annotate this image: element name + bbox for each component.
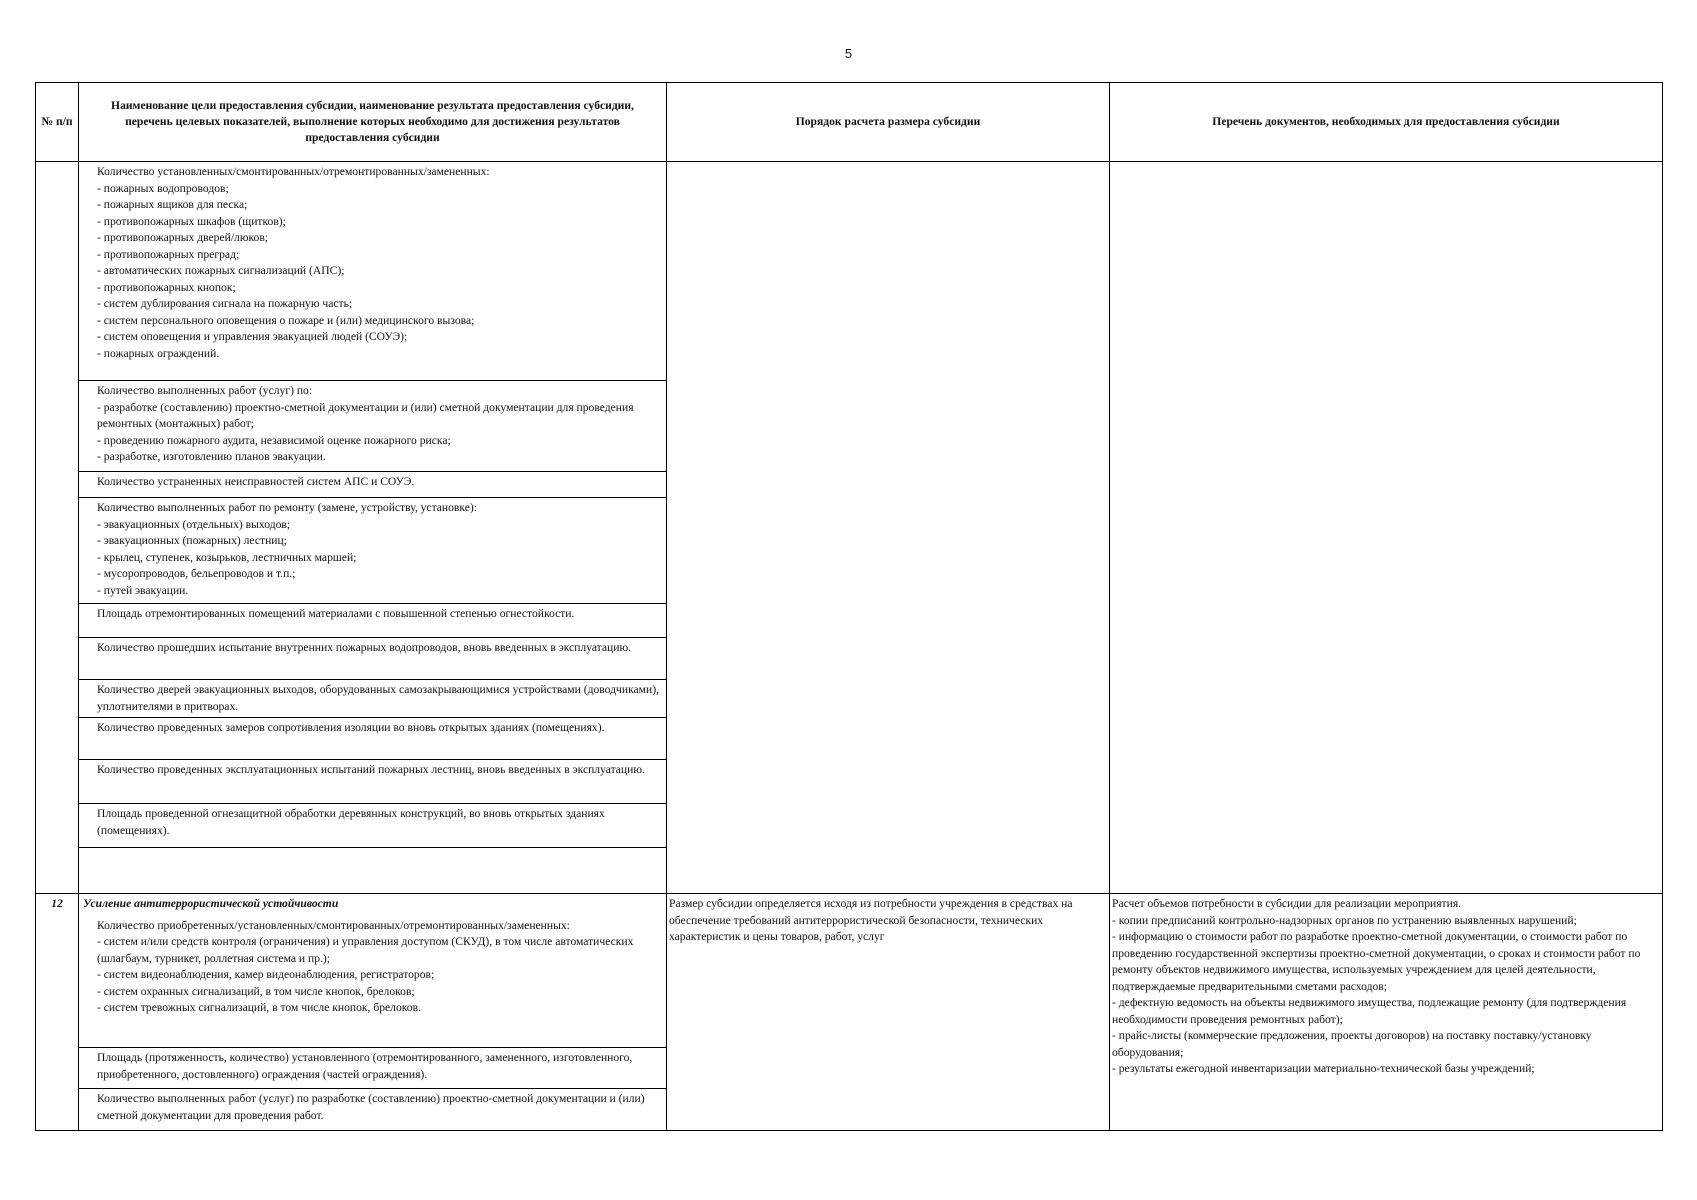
table-row-item-12 — [36, 894, 1663, 916]
indicator-cell — [79, 680, 667, 718]
number-cell-empty — [36, 162, 79, 894]
header-calculation — [667, 83, 1110, 162]
indicator-cell — [79, 760, 667, 804]
indicator-cell — [79, 718, 667, 760]
table-row — [36, 162, 1663, 381]
indicator-text: Количество устраненных неисправностей систем АПС и СОУЭ. — [97, 475, 415, 488]
indicator-text — [79, 848, 666, 850]
indicator-cell — [79, 604, 667, 638]
calculation-cell-empty — [667, 162, 1110, 894]
item-number: 12 — [51, 897, 63, 910]
subsidy-table — [35, 82, 1663, 1131]
table-header-row — [36, 83, 1663, 162]
indicator-text: Количество прошедших испытание внутренних пожарных водопроводов, вновь введенных в эксплуатацию. — [97, 641, 632, 654]
header-calculation-text: Порядок расчета размера субсидии — [795, 115, 981, 128]
indicator-cell — [79, 472, 667, 498]
indicator-text: Количество проведенных замеров сопротивления изоляции во вновь открытых зданиях (помещениях). — [97, 721, 605, 734]
indicator-cell — [79, 916, 667, 1048]
goal-title: Усиление антитеррористической устойчивости — [83, 897, 339, 910]
header-documents — [1110, 83, 1663, 162]
documents-text: Расчет объемов потребности в субсидии для реализации мероприятия. - копии предписаний контрольно-надзорных органов по устранению выявленных нарушений; - информацию о стоимости работ по разработке проектно-сметной документации, о стоимости работ по проведению государственной экспертизы проектно-сметной документации, о сроках и стоимости работ по ремонту объектов недвижимого имущества, используемых учреждением для целей деятельности, подтверждаемые предварительными сметами расходов; - дефектную ведомость на объекты недвижимого имущества, подлежащие ремонту (для подтверждения необходимости проведения ремонтных работ); - прайс-листы (коммерческие предложения, проекты договоров) на поставку поставку/установку оборудования; - результаты ежегодной инвентаризации материально-технической базы учреждений; — [1112, 897, 1641, 1075]
indicator-text: Количество выполненных работ по ремонту (замене, устройству, установке): - эвакуационных (отдельных) выходов; - эвакуационных (пожарных) лестниц; - крылец, ступенек, козырьков, лестничных маршей; - мусоропроводов, бельепроводов и т.п.; - путей эвакуации. — [97, 501, 477, 597]
indicator-text: Количество проведенных эксплуатационных испытаний пожарных лестниц, вновь введенных в эксплуатацию. — [97, 763, 645, 776]
calculation-text: Размер субсидии определяется исходя из потребности учреждения в средствах на обеспечение требований антитеррористической безопасности, технических характеристик и цены товаров, работ, услуг — [669, 897, 1073, 943]
calculation-cell — [667, 894, 1110, 1131]
header-number: № п/п — [36, 83, 79, 162]
indicator-cell — [79, 162, 667, 381]
indicator-cell — [79, 848, 667, 894]
indicator-text: Количество выполненных работ (услуг) по разработке (составлению) проектно-сметной документации и (или) сметной документации для проведения работ. — [97, 1092, 645, 1122]
indicator-text: Площадь отремонтированных помещений материалами с повышенной степенью огнестойкости. — [97, 607, 575, 620]
indicator-text: Количество приобретенных/установленных/смонтированных/отремонтированных/замененных: - систем и/или средств контроля (ограничения) и управления доступом (СКУД), в том числе автоматических (шлагбаум, турникет, роллетная система и пр.); - систем видеонаблюдения, камер видеонаблюдения, регистраторов; - систем охранных сигнализаций, в том числе кнопок, брелоков; - систем тревожных сигнализаций, в том числе кнопок, брелоков. — [97, 918, 634, 1014]
indicator-text: Количество выполненных работ (услуг) по: - разработке (составлению) проектно-сметной документации и (или) сметной документации для проведения ремонтных (монтажных) работ; - проведению пожарного аудита, независимой оценке пожарного риска; - разработке, изготовлению планов эвакуации. — [97, 384, 634, 463]
documents-cell — [1110, 894, 1663, 1131]
item-number-cell — [36, 894, 79, 1131]
goal-cell — [79, 894, 667, 916]
indicator-cell — [79, 804, 667, 848]
indicator-cell — [79, 638, 667, 680]
indicator-text: Количество установленных/смонтированных/отремонтированных/замененных: - пожарных водопроводов; - пожарных ящиков для песка; - противопожарных шкафов (щитков); - противопожарных дверей/люков; - противопожарных преград; - автоматических пожарных сигнализаций (АПС); - противопожарных кнопок; - систем дублирования сигнала на пожарную часть; - систем персонального оповещения о пожаре и (или) медицинского вызова; - систем оповещения и управления эвакуацией людей (СОУЭ); - пожарных ограждений. — [97, 165, 490, 360]
indicator-text: Количество дверей эвакуационных выходов, оборудованных самозакрывающимися устройствами (доводчиками), уплотнителями в притворах. — [97, 683, 659, 713]
header-goal-text: Наименование цели предоставления субсидии, наименование результата предоставления субсидии, перечень целевых показателей, выполнение которых необходимо для достижения результатов предоставления субсидии — [111, 99, 634, 144]
indicator-text: Площадь проведенной огнезащитной обработки деревянных конструкций, во вновь открытых зданиях (помещениях). — [97, 807, 605, 837]
documents-cell-empty — [1110, 162, 1663, 894]
indicator-text: Площадь (протяженность, количество) установленного (отремонтированного, замененного, изготовленного, приобретенного, достовленного) ограждения (частей ограждения). — [97, 1051, 633, 1081]
indicator-cell — [79, 1089, 667, 1131]
header-documents-text: Перечень документов, необходимых для предоставления субсидии — [1212, 115, 1560, 128]
indicator-cell — [79, 498, 667, 604]
page-number: 5 — [844, 46, 853, 61]
indicator-cell — [79, 381, 667, 472]
header-goal — [79, 83, 667, 162]
indicator-cell — [79, 1048, 667, 1089]
